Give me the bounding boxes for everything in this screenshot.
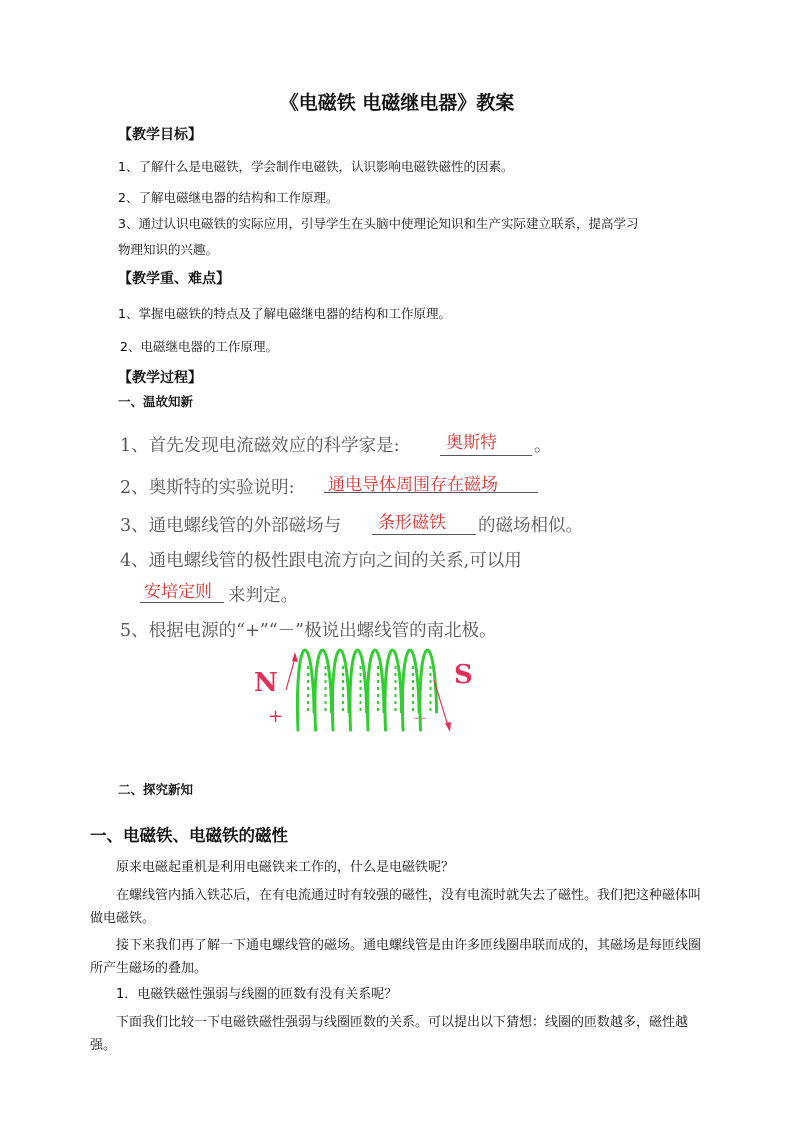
review-heading: 一、温故知新: [118, 394, 194, 409]
question-3-suffix: 的磁场相似。: [478, 516, 583, 536]
section-heading: 一、电磁铁、电磁铁的磁性: [90, 826, 288, 845]
keypoints-heading: 【教学重、难点】: [118, 271, 230, 287]
objective-item: 2、了解电磁继电器的结构和工作原理。: [118, 190, 339, 205]
answer-2: 通电导体周围存在磁场: [328, 475, 498, 495]
review-question-5: 5、根据电源的“+”“－”极说出螺线管的南北极。: [120, 621, 497, 641]
answer-blank-2: [324, 492, 538, 493]
explore-heading: 二、探究新知: [118, 782, 194, 797]
objective-item: 物理知识的兴趣。: [118, 242, 219, 257]
section-paragraph: 1．电磁铁磁性强弱与线圈的匝数有没有关系呢？: [116, 987, 398, 1002]
objectives-heading: 【教学目标】: [118, 127, 202, 143]
south-pole-label: S: [454, 660, 473, 690]
coil-turn: [385, 650, 402, 730]
coil-turn: [402, 650, 419, 730]
process-heading: 【教学过程】: [118, 370, 202, 386]
objective-item: 1、了解什么是电磁铁，学会制作电磁铁，认识影响电磁铁磁性的因素。: [118, 159, 514, 174]
question-4-suffix: 来判定。: [228, 586, 298, 606]
page-title: 《电磁铁 电磁继电器》教案: [279, 92, 515, 114]
answer-blank-1: [440, 455, 532, 456]
solenoid-diagram: [240, 640, 490, 740]
answer-3: 条形磁铁: [378, 513, 446, 533]
section-paragraph: 接下来我们再了解一下通电螺线管的磁场。通电螺线管是由许多匝线圈串联而成的，其磁场是每匝线圈所产生磁场的叠加。: [90, 938, 702, 976]
coil-turn: [367, 650, 384, 730]
answer-1: 奥斯特: [446, 433, 497, 453]
coil-turn: [420, 650, 437, 730]
coil-icon: [240, 640, 490, 740]
coil-turn: [297, 650, 314, 730]
keypoint-item: 2、电磁继电器的工作原理。: [120, 339, 278, 354]
question-1-suffix: 。: [534, 436, 552, 456]
section-paragraph: 原来电磁起重机是利用电磁铁来工作的，什么是电磁铁呢？: [116, 860, 455, 875]
answer-4: 安培定则: [144, 582, 212, 602]
minus-terminal-label: －: [412, 709, 429, 728]
review-question-1: 1、首先发现电流磁效应的科学家是:: [120, 436, 400, 456]
section-paragraph: 在螺线管内插入铁芯后，在有电流通过时有较强的磁性，没有电流时就失去了磁性。我们把这种磁体叫做电磁铁。: [90, 888, 702, 926]
review-question-3: 3、通电螺线管的外部磁场与: [120, 516, 342, 536]
objective-item: 3、通过认识电磁铁的实际应用，引导学生在头脑中使理论知识和生产实际建立联系，提高学习: [118, 216, 639, 231]
plus-terminal-label: +: [268, 706, 284, 727]
section-paragraph: 下面我们比较一下电磁铁磁性强弱与线圈匝数的关系。可以提出以下猜想：线圈的匝数越多，磁性越强。: [90, 1015, 689, 1053]
coil-turn: [350, 650, 367, 730]
review-question-2: 2、奥斯特的实验说明:: [120, 478, 295, 498]
north-pole-label: N: [254, 668, 278, 698]
coil-turn: [315, 650, 332, 730]
answer-blank-4: [140, 602, 224, 603]
answer-blank-3: [372, 534, 476, 535]
coil-turn: [332, 650, 349, 730]
keypoint-item: 1、掌握电磁铁的特点及了解电磁继电器的结构和工作原理。: [118, 306, 451, 321]
review-question-4: 4、通电螺线管的极性跟电流方向之间的关系,可以用: [120, 551, 522, 571]
